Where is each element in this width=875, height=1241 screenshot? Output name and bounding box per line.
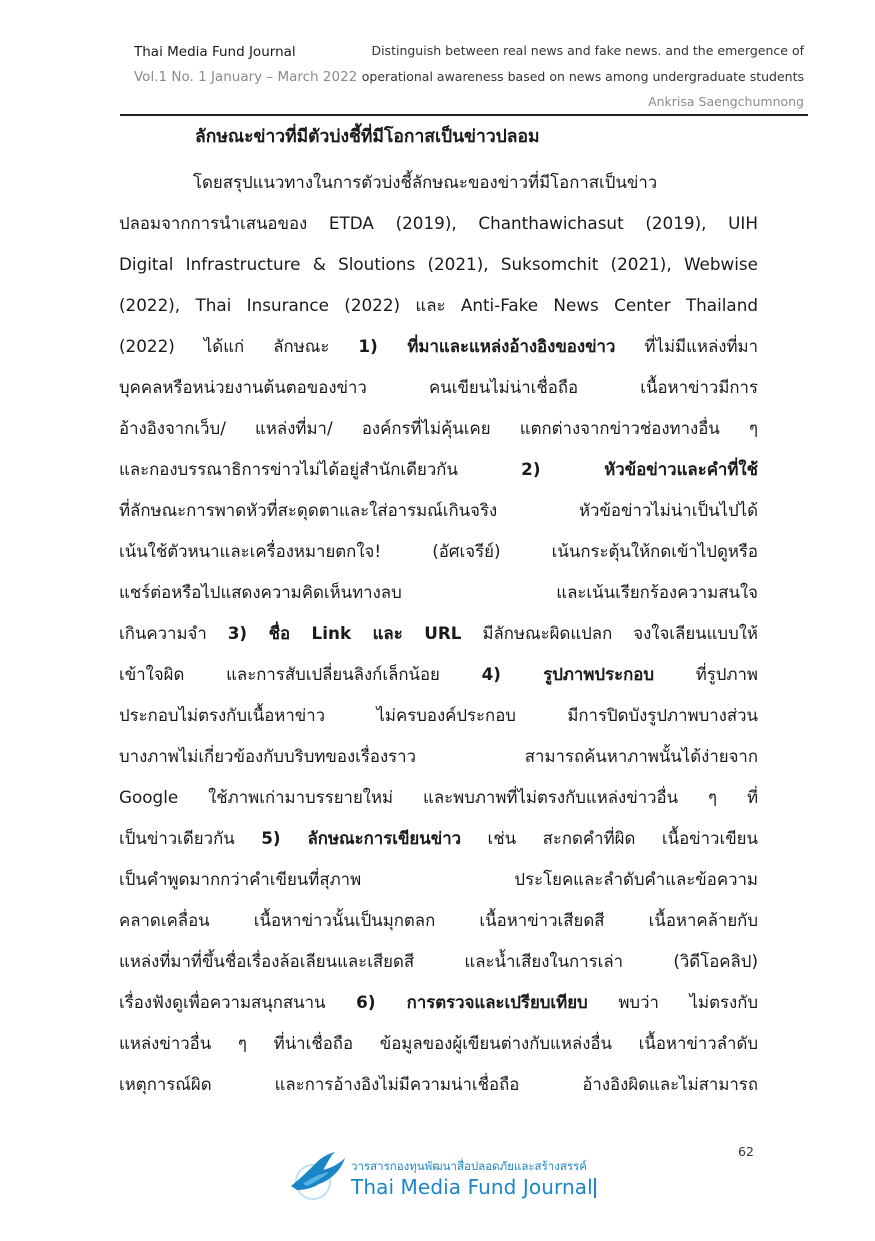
journal-name: Thai Media Fund Journal (134, 44, 296, 60)
text-run: เกินความจำ (119, 623, 228, 643)
bold-heading-2: 2) หัวข้อข่าวและคำที่ใช้ (521, 459, 758, 479)
article-title-line-2: operational awareness based on news among undergraduate students (361, 68, 804, 84)
logo-divider (594, 1178, 596, 1198)
author-name: Ankrisa Saengchumnong (648, 94, 804, 109)
text-line: เน้นใช้ตัวหนาและเครื่องหมายตกใจ! (อัศเจรีย์) เน้นกระตุ้นให้กดเข้าไปดูหรือ (119, 541, 758, 561)
page-number: 62 (738, 1144, 754, 1159)
text-line: คลาดเคลื่อน เนื้อหาข่าวนั้นเป็นมุกตลก เนื้อหาข่าวเสียดสี เนื้อหาคล้ายกับ (119, 910, 758, 930)
text-line (119, 982, 758, 1023)
text-line: ประกอบไม่ตรงกับเนื้อหาข่าว ไม่ครบองค์ประกอบ มีการปิดบังรูปภาพบางส่วน (119, 705, 758, 725)
text-run: เรื่องฟังดูเพื่อความสนุกสนาน (119, 992, 357, 1012)
bold-heading-5: 5) ลักษณะการเขียนข่าว (261, 828, 462, 848)
journal-logo (283, 1148, 603, 1202)
text-line: Google ใช้ภาพเก่ามาบรรยายใหม่ และพบภาพที่ไม่ตรงกับแหล่งข่าวอื่น ๆ ที่ (119, 787, 758, 807)
text-run: และกองบรรณาธิการข่าวไม่ได้อยู่สำนักเดียวกัน (119, 459, 522, 479)
text-run: เข้าใจผิด และการสับเปลี่ยนลิงก์เล็กน้อย (119, 664, 482, 684)
text-line: บุคคลหรือหน่วยงานต้นตอของข่าว คนเขียนไม่น่าเชื่อถือ เนื้อหาข่าวมีการ (119, 377, 758, 397)
text-line: ปลอมจากการนำเสนอของ ETDA (2019), Chanthawichasut (2019), UIH (119, 213, 758, 233)
section-title: ลักษณะข่าวที่มีตัวบ่งชี้ที่มีโอกาสเป็นข่าวปลอม (195, 127, 540, 147)
text-line: แหล่งข่าวอื่น ๆ ที่น่าเชื่อถือ ข้อมูลของผู้เขียนต่างกับแหล่งอื่น เนื้อหาข่าวลำดับ (119, 1033, 758, 1053)
text-run: (2022) ได้แก่ ลักษณะ (119, 336, 359, 356)
text-line: แหล่งที่มาที่ขึ้นชื่อเรื่องล้อเลียนและเสียดสี และน้ำเสียงในการเล่า (วิดีโอคลิป) (119, 951, 758, 971)
text-run: ที่รูปภาพ (654, 664, 758, 684)
text-run: พบว่า ไม่ตรงกับ (587, 992, 758, 1012)
text-run: เช่น สะกดคำที่ผิด เนื้อข่าวเขียน (461, 828, 758, 848)
text-line (119, 326, 758, 367)
volume-issue: Vol.1 No. 1 January – March 2022 (134, 69, 358, 85)
text-run: มีลักษณะผิดแปลก จงใจเลียนแบบให้ (461, 623, 758, 643)
text-line: แชร์ต่อหรือไปแสดงความคิดเห็นทางลบ และเน้นเรียกร้องความสนใจ (119, 582, 758, 602)
text-line (119, 613, 758, 654)
header-left (134, 40, 357, 90)
text-run: ที่ไม่มีแหล่งที่มา (615, 336, 758, 356)
header-right (362, 38, 804, 115)
text-line (119, 654, 758, 695)
text-line: อ้างอิงจากเว็บ/ แหล่งที่มา/ องค์กรที่ไม่คุ้นเคย แตกต่างจากข่าวช่องทางอื่น ๆ (119, 418, 758, 438)
text-line (119, 818, 758, 859)
header-divider (120, 114, 808, 116)
bold-heading-3: 3) ชื่อ Link และ URL (227, 623, 462, 643)
text-line: ที่ลักษณะการพาดหัวที่สะดุดตาและใส่อารมณ์เกินจริง หัวข้อข่าวไม่น่าเป็นไปได้ (119, 500, 758, 520)
text-line: โดยสรุปแนวทางในการตัวบ่งชี้ลักษณะของข่าวที่มีโอกาสเป็นข่าว (193, 172, 658, 192)
text-line: บางภาพไม่เกี่ยวข้องกับบริบทของเรื่องราว สามารถค้นหาภาพนั้นได้ง่ายจาก (119, 746, 758, 766)
text-line: เป็นคำพูดมากกว่าคำเขียนที่สุภาพ ประโยคและลำดับคำและข้อความ (119, 869, 758, 889)
bold-heading-6: 6) การตรวจและเปรียบเทียบ (356, 992, 588, 1012)
text-line (119, 449, 758, 490)
body-paragraph (119, 162, 758, 1105)
article-title-line-1: Distinguish between real news and fake news. and the emergence of (371, 43, 804, 58)
text-line: Digital Infrastructure & Sloutions (2021), Suksomchit (2021), Webwise (119, 254, 758, 274)
text-run: เป็นข่าวเดียวกัน (119, 828, 262, 848)
bold-heading-4: 4) รูปภาพประกอบ (481, 664, 654, 684)
text-line: เหตุการณ์ผิด และการอ้างอิงไม่มีความน่าเชื่อถือ อ้างอิงผิดและไม่สามารถ (119, 1074, 758, 1094)
text-line: (2022), Thai Insurance (2022) และ Anti-Fake News Center Thailand (119, 295, 758, 315)
logo-thai-text: วารสารกองทุนพัฒนาสื่อปลอดภัยและสร้างสรรค์ (351, 1159, 587, 1173)
bird-logo-icon (283, 1148, 351, 1202)
logo-english-text: Thai Media Fund Journal (351, 1175, 593, 1199)
bold-heading-1: 1) ที่มาและแหล่งอ้างอิงของข่าว (358, 336, 616, 356)
